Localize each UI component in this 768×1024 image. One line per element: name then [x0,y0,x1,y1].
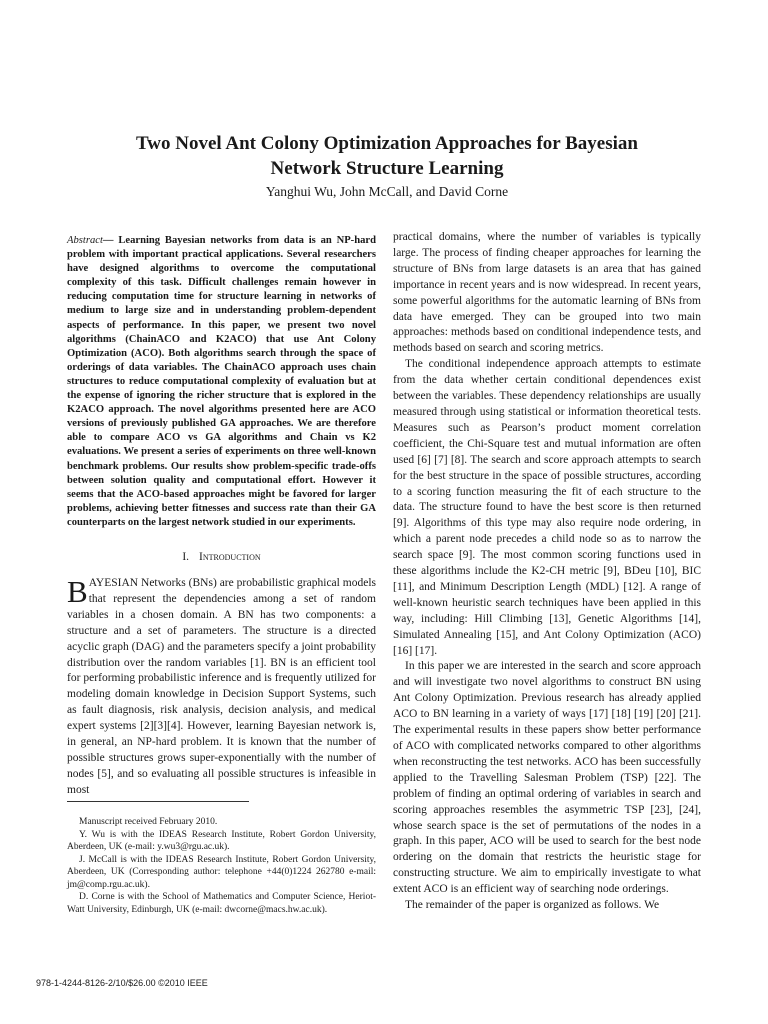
footnotes [67,816,376,916]
footnote: Y. Wu is with the IDEAS Research Institute, Robert Gordon University, Aberdeen, UK (e-mail: y.wu3@rgu.ac.uk). [67,829,376,852]
right-column [393,230,701,914]
abstract [67,234,376,530]
body-paragraph: In this paper we are interested in the search and score approach and will investigate two novel algorithms to construct BN using Ant Colony Optimization. Previous research has already applied ACO to BN learning in a variety of ways [17] [18] [19] [20] [21]. The experimental results in these papers show better performance of ACO with complicated networks compared to other algorithms when reconstructing the test networks. ACO has been successfully applied to the Travelling Salesman Problem (TSP) [22]. The problem of finding an optimal ordering of variables in search and scoring approaches resembles the asymmetric TSP [23], [24], whose search space is the set of permutations of the nodes in a graph. In this paper, ACO will be used to search for the best node ordering on the domain that restricts the heuristic stage for constructing structure. We aim to empirically investigate to what extent ACO is an efficient way of searching node orderings. [393,660,701,896]
intro-paragraph [67,573,376,799]
title-line-2: Network Structure Learning [270,158,504,179]
title-line-1: Two Novel Ant Colony Optimization Approaches for Bayesian [136,133,638,154]
section-number: I. [182,550,190,563]
isbn-copyright: 978-1-4244-8126-2/10/$26.00 ©2010 IEEE [36,978,208,988]
footnote: D. Corne is with the School of Mathematics and Computer Science, Heriot-Watt University, Edinburgh, UK (e-mail: dwcorne@macs.hw.ac.uk). [67,892,376,915]
footnote-divider [67,801,249,802]
abstract-lead: Abstract [67,235,103,246]
body-paragraph: The remainder of the paper is organized as follows. We [405,899,660,912]
footnote: J. McCall is with the IDEAS Research Institute, Robert Gordon University, Aberdeen, UK (Corresponding author: telephone +44(0)1224 262780 e-mail: jm@comp.rgu.ac.uk). [67,854,376,890]
body-paragraph: practical domains, where the number of variables is typically large. The process of finding cheaper approaches for learning the structure of BNs from large datasets is an area that has gained importance in recent years and is now widespread. In recent years, some powerful algorithms for the automatic learning of BNs from data have emerged. They can be grouped into two main approaches: methods based on conditional independence tests, and methods based on search and scoring metrics. [393,231,701,355]
intro-text: AYESIAN Networks (BNs) are probabilistic graphical models that represent the dependencies among a set of random variables in a chosen domain. A BN has two components: a structure and a set of parameters. The structure is a directed acyclic graph (DAG) and the parameters specify a joint probability distribution over the random variables [1]. BN is an efficient tool for performing probabilistic inference and is frequently utilized for modeling domain knowledge in Decision Support Systems, such as fault diagnosis, risk analysis, decision analysis, and medical expert systems [2][3][4]. However, learning Bayesian network is, in general, an NP-hard problem. It is known that the number of possible structures grows super-exponentially with the number of nodes [5], and so evaluating all possible structures is infeasible in most [67,576,376,796]
abstract-body: Learning Bayesian networks from data is an NP-hard problem with important practical applications. Several researchers have designed algorithms to overcome the computational complexity of this task. Difficult challenges remain however in reducing computation time for structure learning in networks of medium to large size and in understanding problem-dependent aspects of performance. In this paper, we present two novel algorithms (ChainACO and K2ACO) that use Ant Colony Optimization (ACO). Both algorithms search through the space of orderings of data variables. The ChainACO approach uses chain structures to reduce computational complexity of evaluation but at the expense of ignoring the richer structure that is explored in the K2ACO approach. The novel algorithms presented here are ACO versions of previously published GA approaches. We are therefore able to compare ACO vs GA algorithms and Chain vs K2 evaluations. We present a series of experiments on three well-known benchmark problems. Our results show problem-specific trade-offs between solution quality and computational effort. However it seems that the ACO-based approaches might be favored for larger problems, achieving better fitnesses and success rate than their GA counterparts on the largest network studied in our experiments. [67,235,376,528]
section-heading-introduction [67,550,376,564]
left-column [67,234,376,799]
footnote: Manuscript received February 2010. [79,817,218,827]
body-paragraph: The conditional independence approach attempts to estimate from the data whether certain conditional dependences exist between the variables. These dependency relationships are usually measured through using statistical or information theoretical tests. Measures such as Pearson’s product moment correlation coefficient, the Chi-Square test and mutual information are often used [6] [7] [8]. The search and score approach attempts to search for the best structure in the space of possible structures, according to a scoring function measuring the fit of each structure to the data. The structure found to have the best score is then returned [9]. Algorithms of this type may also require node ordering, in which a parent node precedes a child node so as to narrow the search space [9]. The most common scoring functions used in these algorithms include the K2-CH metric [9], BDeu [10], BIC [11], and Minimum Description Length (MDL) [12]. A range of well-known heuristic search techniques have been applied in this way, including: Hill Climbing [13], Genetic Algorithms [14], Simulated Annealing [15], and Ant Colony Optimization (ACO) [16] [17]. [393,358,701,657]
paper-title [70,131,704,181]
section-title: Introduction [199,550,261,563]
abstract-dash: — [102,235,119,246]
drop-cap: B [67,573,88,609]
authors: Yanghui Wu, John McCall, and David Corne [265,184,509,199]
